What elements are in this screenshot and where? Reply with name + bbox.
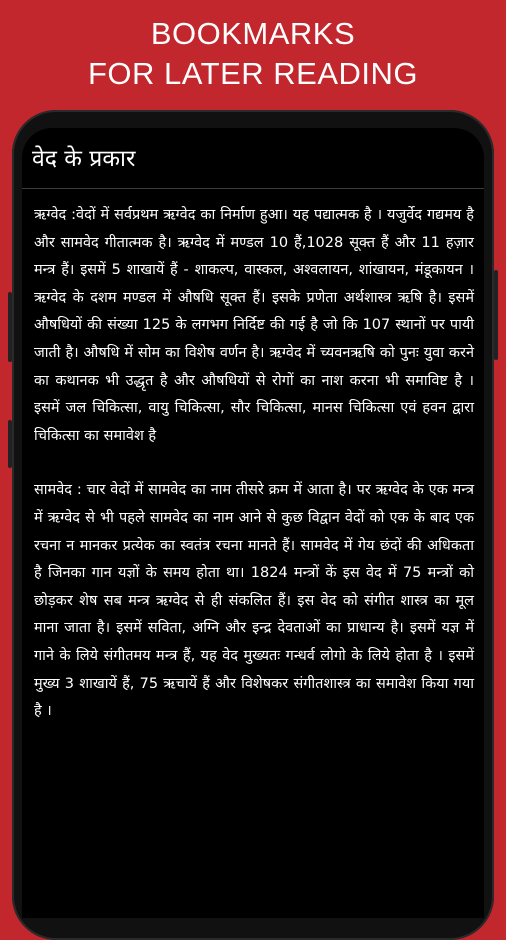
- reader-screen[interactable]: [22, 128, 484, 918]
- banner-line-2: FOR LATER READING: [87, 56, 419, 91]
- paragraph-samaveda: सामवेद : चार वेदों में सामवेद का नाम तीसरे क्रम में आता है। पर ऋग्वेद के एक मन्त्र में ऋग्वेद से भी पहले सामवेद का नाम आने से कुछ विद्वान वेदों को एक के बाद एक रचना न मानकर प्रत्येक का स्वतंत्र रचना मानते हैं। सामवेद में गेय छंदों की अधिकता है जिनका गान यज्ञों के समय होता था। 1824 मन्त्रों कें इस वेद में 75 मन्त्रों को छोड़कर शेष सब मन्त्र ऋग्वेद से ही संकलित हैं। इस वेद को संगीत शास्त्र का मूल माना जाता है। इसमें सविता, अग्नि और इन्द्र देवताओं का प्राधान्य है। इसमें यज्ञ में गाने के लिये संगीतमय मन्त्र हैं, यह वेद मुख्यतः गन्धर्व लोगो के लिये होता है । इसमें मुख्य 3 शाखायें हैं, 75 ऋचायें हैं और विशेषकर संगीतशास्त्र का समावेश किया गया है ।: [34, 482, 474, 720]
- banner-line-1: BOOKMARKS: [150, 16, 356, 51]
- phone-side-button: [494, 270, 498, 360]
- article-title: वेद के प्रकार: [32, 146, 136, 172]
- article-content[interactable]: [34, 202, 474, 753]
- title-divider: [22, 188, 484, 189]
- promo-banner: [0, 14, 506, 94]
- paragraph-rigveda: ऋग्वेद :वेदों में सर्वप्रथम ऋग्वेद का निर्माण हुआ। यह पद्यात्मक है । यजुर्वेद गद्यमय है और सामवेद गीतात्मक है। ऋग्वेद में मण्डल 10 हैं,1028 सूक्त हैं और 11 हज़ार मन्त्र हैं। इसमें 5 शाखायें हैं - शाकल्प, वास्कल, अश्वलायन, शांखायन, मंडूकायन । ऋग्वेद के दशम मण्डल में औषधि सूक्त हैं। इसके प्रणेता अर्थशास्त्र ऋषि है। इसमें औषधियों की संख्या 125 के लगभग निर्दिष्ट की गई है जो कि 107 स्थानों पर पायी जाती है। औषधि में सोम का विशेष वर्णन है। ऋग्वेद में च्यवनऋषि को पुनः युवा करने का कथानक भी उद्धृत है और औषधियों से रोगों का नाश करना भी समाविष्ट है । इसमें जल चिकित्सा, वायु चिकित्सा, सौर चिकित्सा, मानस चिकित्सा एवं हवन द्वारा चिकित्सा का समावेश है: [34, 207, 474, 444]
